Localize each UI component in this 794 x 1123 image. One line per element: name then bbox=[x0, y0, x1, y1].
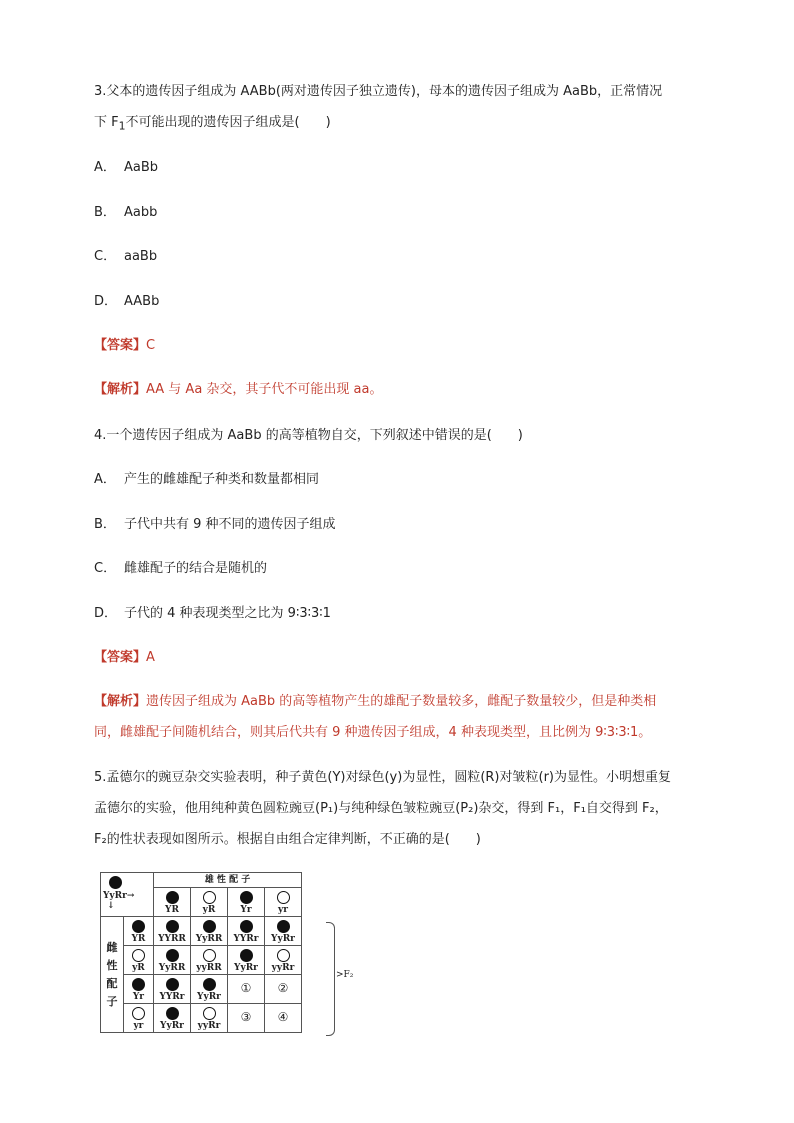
female-gamete-YR: YR bbox=[123, 917, 153, 946]
female-gamete-yR: yR bbox=[123, 946, 153, 975]
punnett-cell: YYRR bbox=[154, 917, 191, 946]
q5-stem-line3: F₂的性状表现如图所示。根据自由组合定律判断，不正确的是( ) bbox=[94, 832, 481, 847]
punnett-table bbox=[100, 872, 302, 1033]
punnett-cell: ③ bbox=[228, 1004, 265, 1033]
punnett-square-figure bbox=[100, 872, 354, 1033]
q4-answer: 【答案】A bbox=[94, 650, 155, 665]
q3-answer: 【答案】C bbox=[94, 338, 156, 353]
filled-pea-icon bbox=[166, 949, 179, 962]
punnett-cell: YyRr bbox=[154, 1004, 191, 1033]
punnett-cell: YYRr bbox=[154, 975, 191, 1004]
q3-option-d: D． AABb bbox=[94, 294, 160, 309]
hollow-pea-icon bbox=[277, 891, 290, 904]
female-gamete-header bbox=[101, 917, 124, 1033]
filled-pea-icon bbox=[277, 920, 290, 933]
punnett-cell: YyRr bbox=[228, 946, 265, 975]
q3-analysis: 【解析】AA 与 Aa 杂交，其子代不可能出现 aa。 bbox=[94, 382, 383, 397]
q3-option-a: A． AaBb bbox=[94, 160, 159, 175]
filled-pea-icon bbox=[132, 920, 145, 933]
q3-stem-line1: 3.父本的遗传因子组成为 AABb(两对遗传因子独立遗传)，母本的遗传因子组成为 AaBb，正常情况 bbox=[94, 84, 663, 99]
q4-option-c: C． 雌雄配子的结合是随机的 bbox=[94, 561, 268, 576]
filled-pea-icon bbox=[166, 920, 179, 933]
punnett-cell: YyRR bbox=[154, 946, 191, 975]
filled-pea-icon bbox=[166, 1007, 179, 1020]
f2-bracket bbox=[326, 922, 335, 1036]
male-gamete-YR: YR bbox=[154, 888, 191, 917]
filled-pea-icon bbox=[132, 978, 145, 991]
filled-pea-icon bbox=[203, 920, 216, 933]
hollow-pea-icon bbox=[132, 1007, 145, 1020]
q4-option-b: B． 子代中共有 9 种不同的遗传因子组成 bbox=[94, 517, 336, 532]
subscript: 1 bbox=[118, 119, 126, 133]
corner-cell bbox=[101, 873, 154, 917]
q4-option-a: A． 产生的雌雄配子种类和数量都相同 bbox=[94, 472, 320, 487]
arrow-down-icon: ↓ bbox=[107, 901, 115, 911]
q4-analysis-line1: 【解析】遗传因子组成为 AaBb 的高等植物产生的雄配子数量较多，雌配子数量较少，但是种类相 bbox=[94, 694, 657, 709]
hollow-pea-icon bbox=[203, 949, 216, 962]
punnett-cell: yyRr bbox=[191, 1004, 228, 1033]
filled-pea-icon bbox=[203, 978, 216, 991]
hollow-pea-icon bbox=[203, 1007, 216, 1020]
hollow-pea-icon bbox=[277, 949, 290, 962]
filled-pea-icon bbox=[240, 949, 253, 962]
punnett-cell: YyRr bbox=[191, 975, 228, 1004]
hollow-pea-icon bbox=[132, 949, 145, 962]
filled-pea-icon bbox=[240, 891, 253, 904]
punnett-cell: yyRR bbox=[191, 946, 228, 975]
punnett-cell: ① bbox=[228, 975, 265, 1004]
q3-option-b: B． Aabb bbox=[94, 205, 158, 220]
male-gamete-Yr: Yr bbox=[228, 888, 265, 917]
filled-pea-icon bbox=[166, 978, 179, 991]
female-gamete-Yr: Yr bbox=[123, 975, 153, 1004]
female-gamete-yr: yr bbox=[123, 1004, 153, 1033]
punnett-cell: yyRr bbox=[265, 946, 302, 975]
q3-option-c: C． aaBb bbox=[94, 249, 158, 264]
filled-pea-icon bbox=[109, 876, 122, 889]
parent-genotype: YyRr bbox=[103, 891, 127, 901]
punnett-cell: YYRr bbox=[228, 917, 265, 946]
punnett-cell: YyRr bbox=[265, 917, 302, 946]
q5-stem-line2: 孟德尔的实验，他用纯种黄色圆粒豌豆(P₁)与纯种绿色皱粒豌豆(P₂)杂交，得到 F₁，F₁自交得到 F₂， bbox=[94, 801, 668, 816]
q3-stem-line2: 下 $F_1$不可能出现的遗传因子组成是( ) bbox=[94, 115, 331, 133]
punnett-cell: ④ bbox=[265, 1004, 302, 1033]
q4-stem: 4.一个遗传因子组成为 AaBb 的高等植物自交，下列叙述中错误的是( ) bbox=[94, 428, 523, 443]
q5-stem-line1: 5.孟德尔的豌豆杂交实验表明，种子黄色(Y)对绿色(y)为显性，圆粒(R)对皱粒(r)为显性。小明想重复 bbox=[94, 770, 671, 785]
filled-pea-icon bbox=[240, 920, 253, 933]
arrow-right-icon: → bbox=[126, 891, 135, 901]
punnett-cell: ② bbox=[265, 975, 302, 1004]
male-gamete-header: 雄 性 配 子 bbox=[154, 873, 302, 888]
male-gamete-yr: yr bbox=[265, 888, 302, 917]
punnett-cell: YyRR bbox=[191, 917, 228, 946]
filled-pea-icon bbox=[166, 891, 179, 904]
hollow-pea-icon bbox=[203, 891, 216, 904]
female-gamete-text: 雌 性 配 子 bbox=[106, 940, 118, 1008]
f2-label: >F₂ bbox=[336, 970, 354, 980]
q4-analysis-line2: 同，雌雄配子间随机结合，则其后代共有 9 种遗传因子组成，4 种表现类型，且比例为 9∶3∶3∶1。 bbox=[94, 725, 652, 740]
q4-option-d: D． 子代的 4 种表现类型之比为 9∶3∶3∶1 bbox=[94, 606, 331, 621]
male-gamete-yR: yR bbox=[191, 888, 228, 917]
